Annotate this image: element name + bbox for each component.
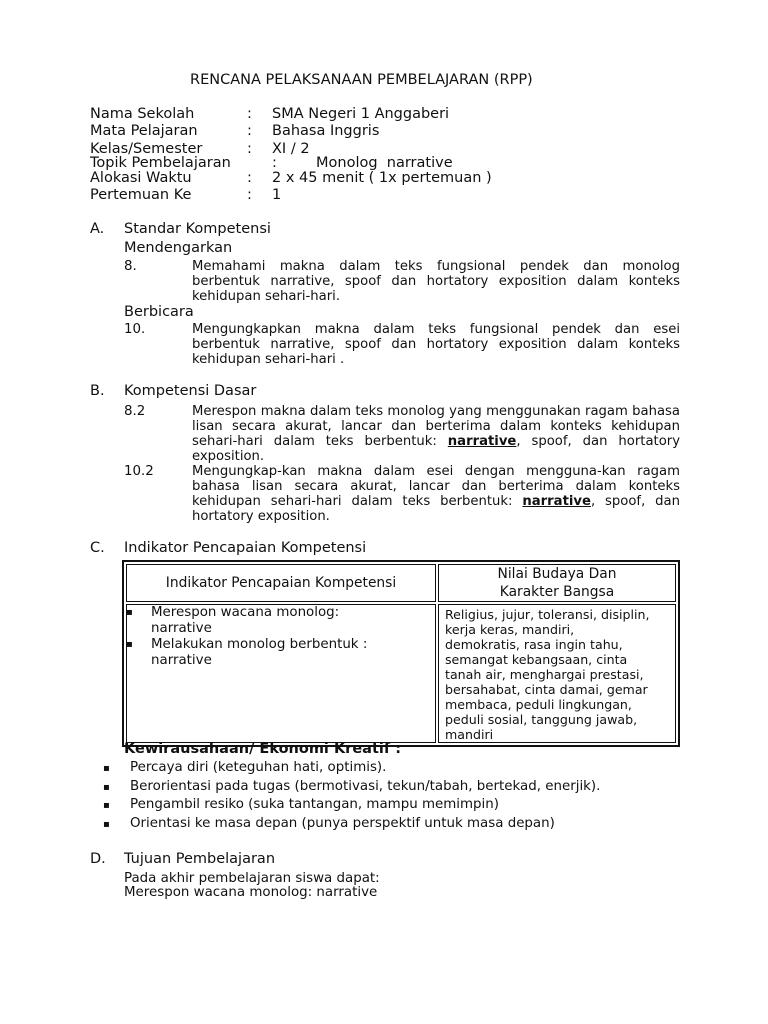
bullet-icon: ▪ (103, 800, 110, 811)
indicator-table (122, 560, 680, 747)
table-header-indikator-text: Indikator Pencapaian Kompetensi (165, 575, 397, 591)
nilai-line: peduli sosial, tanggung jawab, (445, 712, 638, 727)
table-header-nilai-line1: Nilai Budaya Dan (497, 566, 617, 582)
section-b-item2 (192, 464, 680, 524)
nilai-line: tanah air, menghargai prestasi, (445, 667, 644, 682)
kewirausahaan-item: Berorientasi pada tugas (bermotivasi, tekun/tabah, bertekad, enerjik). (130, 779, 601, 794)
info-value-alokasi-waktu: 2 x 45 menit ( 1x pertemuan ) (272, 170, 492, 186)
info-label-pertemuan: Pertemuan Ke (90, 187, 192, 203)
info-label-nama-sekolah: Nama Sekolah (90, 106, 195, 122)
kewirausahaan-item: Pengambil resiko (suka tantangan, mampu memimpin) (130, 797, 499, 812)
nilai-line: mandiri (445, 727, 494, 742)
bullet-icon: ▪ (103, 763, 110, 774)
info-label-kelas-semester: Kelas/Semester (90, 141, 203, 157)
bullet-icon: ▪ (126, 639, 133, 650)
info-sep: : (247, 187, 252, 203)
section-d-line1: Pada akhir pembelajaran siswa dapat: (124, 871, 380, 886)
section-d-line2: Merespon wacana monolog: narrative (124, 885, 378, 900)
table-header-indikator (126, 564, 436, 602)
kewirausahaan-heading: Kewirausahaan/ Ekonomi Kreatif : (124, 741, 402, 757)
nilai-line: kerja keras, mandiri, (445, 622, 575, 637)
info-value-topik: Monolog narrative (316, 155, 453, 171)
info-sep: : (247, 141, 252, 157)
section-b-item1-text: Merespon makna dalam teks monolog yang menggunakan ragam bahasa lisan secara akurat, lancar dan berterima dalam konteks kehidupan sehari-hari dalam teks berbentuk: (192, 404, 680, 449)
bullet-icon: ▪ (103, 782, 110, 793)
section-a-sub-berbicara: Berbicara (124, 304, 194, 320)
info-label-mata-pelajaran: Mata Pelajaran (90, 123, 198, 139)
nilai-line: bersahabat, cinta damai, gemar (445, 682, 648, 697)
section-a-heading: Standar Kompetensi (124, 221, 271, 237)
indikator-item-line2: narrative (151, 653, 212, 668)
section-b-item1-number: 8.2 (124, 404, 146, 419)
indikator-item (127, 605, 435, 621)
section-a-item2-text: Mengungkapkan makna dalam teks fungsional pendek dan esei berbentuk narrative, spoof dan hortatory exposition dalam konteks kehidupan sehari-hari . (192, 322, 680, 367)
indikator-item-line2: narrative (151, 621, 212, 636)
section-d-letter: D. (90, 851, 106, 867)
bullet-icon: ▪ (103, 819, 110, 830)
info-label-alokasi-waktu: Alokasi Waktu (90, 170, 192, 186)
nilai-line: Religius, jujur, toleransi, disiplin, (445, 607, 650, 622)
table-cell-indikator-list (126, 604, 436, 743)
table-header-nilai-line2: Karakter Bangsa (499, 584, 615, 600)
section-d-heading: Tujuan Pembelajaran (124, 851, 276, 867)
info-value-kelas-semester: XI / 2 (272, 141, 310, 157)
table-cell-nilai-list (438, 604, 676, 743)
section-b-item2-text: Mengungkap-kan makna dalam esei dengan mengguna-kan ragam bahasa lisan secara akurat, lancar dan berterima dalam konteks kehidupan sehari-hari dalam teks berbentuk: (192, 464, 680, 509)
indikator-item (127, 637, 435, 653)
section-b-item2-tail: , spoof, dan hortatory exposition. (192, 494, 680, 524)
kewirausahaan-item: Percaya diri (keteguhan hati, optimis). (130, 760, 387, 775)
info-value-pertemuan: 1 (272, 187, 282, 203)
info-value-mata-pelajaran: Bahasa Inggris (272, 123, 380, 139)
table-header-nilai (438, 564, 676, 602)
section-b-letter: B. (90, 383, 105, 399)
section-b-item1 (192, 404, 680, 464)
indikator-item-line1: Melakukan monolog berbentuk : (151, 637, 368, 652)
nilai-line: semangat kebangsaan, cinta (445, 652, 628, 667)
nilai-line: demokratis, rasa ingin tahu, (445, 637, 623, 652)
section-b-item1-tail: , spoof, dan hortatory exposition. (192, 434, 680, 464)
indikator-item-line1: Merespon wacana monolog: (151, 605, 340, 620)
nilai-line: membaca, peduli lingkungan, (445, 697, 632, 712)
nilai-text (439, 607, 675, 742)
info-sep: : (247, 123, 252, 139)
info-value-nama-sekolah: SMA Negeri 1 Anggaberi (272, 106, 450, 122)
section-c-heading: Indikator Pencapaian Kompetensi (124, 540, 367, 556)
section-b-heading: Kompetensi Dasar (124, 383, 257, 399)
section-a-item1-number: 8. (124, 259, 137, 274)
info-sep: : (247, 106, 252, 122)
section-a-item2-number: 10. (124, 322, 146, 337)
page-title: RENCANA PELAKSANAAN PEMBELAJARAN (RPP) (190, 72, 533, 88)
info-label-topik: Topik Pembelajaran (90, 155, 231, 171)
section-b-item2-narrative: narrative (522, 494, 591, 509)
info-sep: : (247, 170, 252, 186)
bullet-icon: ▪ (126, 607, 133, 618)
section-a-sub-mendengarkan: Mendengarkan (124, 240, 233, 256)
section-b-item1-narrative: narrative (447, 434, 517, 449)
section-b-item2-number: 10.2 (124, 464, 154, 479)
info-sep: : (272, 155, 277, 171)
section-a-item1-text: Memahami makna dalam teks fungsional pendek dan monolog berbentuk narrative, spoof dan hortatory exposition dalam konteks kehidupan sehari-hari. (192, 259, 680, 304)
section-c-letter: C. (90, 540, 105, 556)
section-a-letter: A. (90, 221, 105, 237)
kewirausahaan-item: Orientasi ke masa depan (punya perspektif untuk masa depan) (130, 816, 555, 831)
